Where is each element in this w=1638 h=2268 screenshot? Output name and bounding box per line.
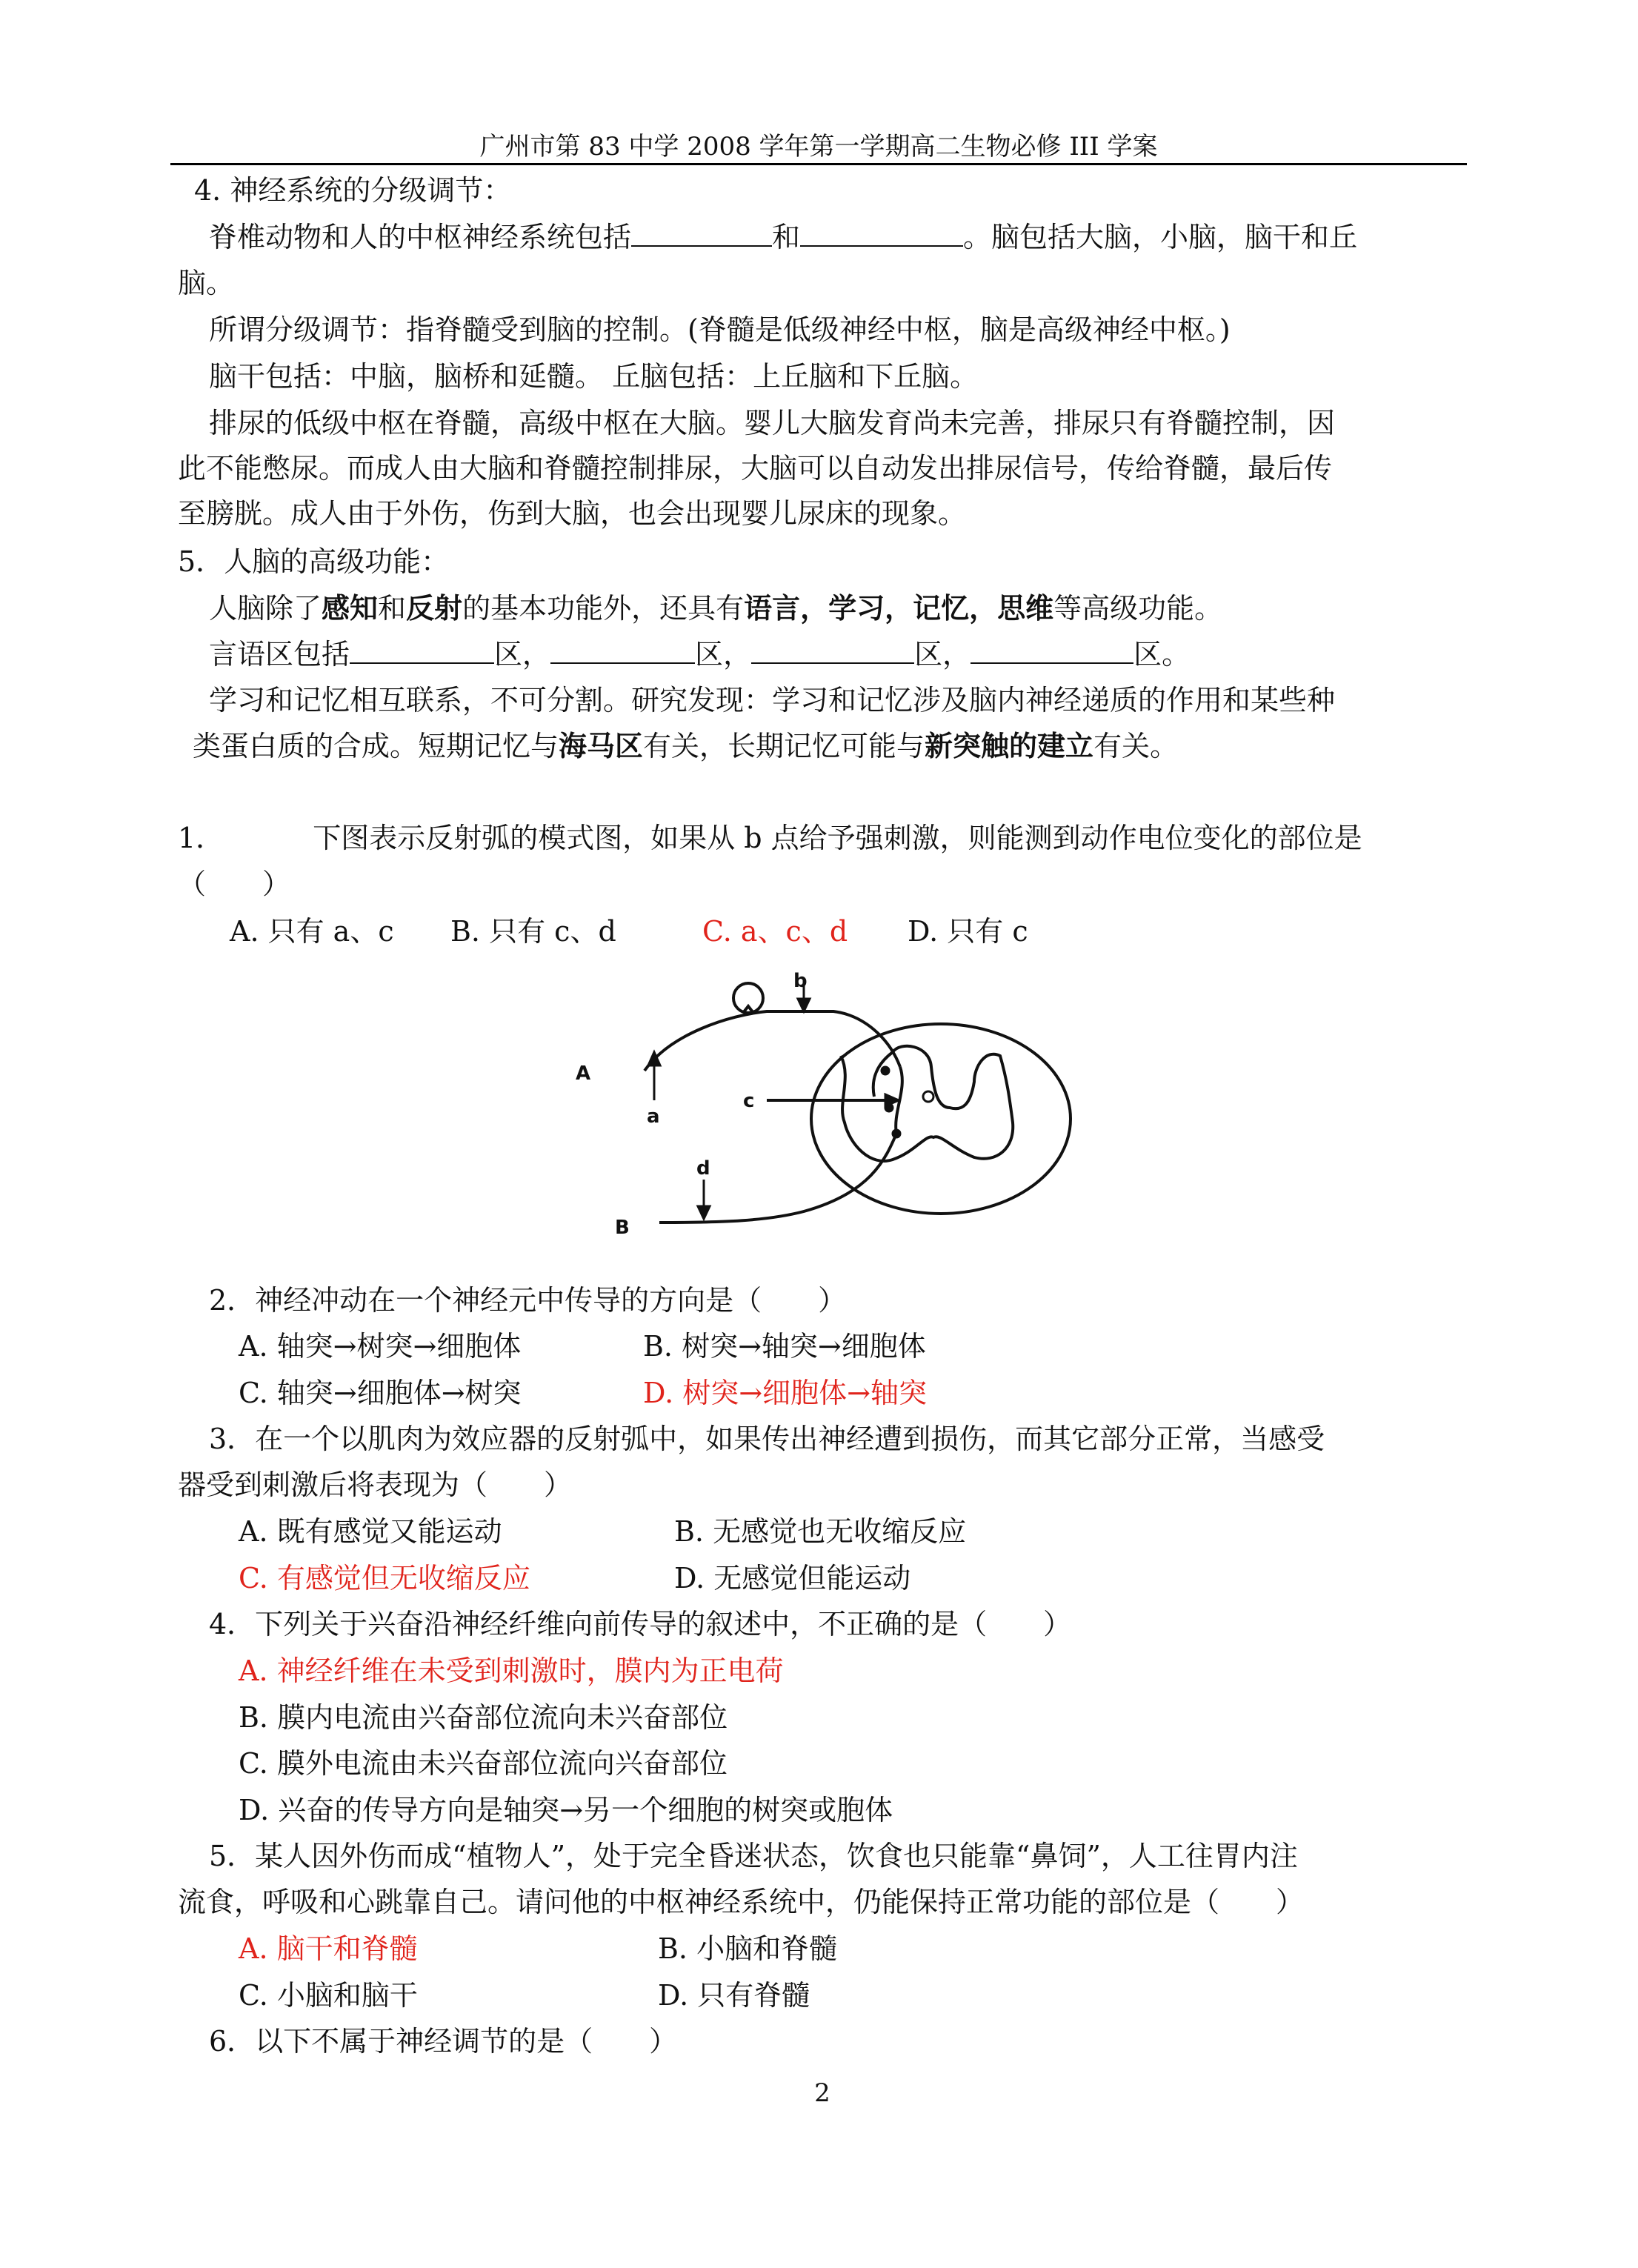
label-b: b: [793, 971, 808, 992]
q2-option-d-answer[interactable]: D. 树突→细胞体→轴突: [643, 1377, 927, 1409]
q2-option-a[interactable]: A. 轴突→树突→细胞体: [239, 1330, 522, 1363]
q5-option-b[interactable]: B. 小脑和脊髓: [658, 1932, 838, 1965]
question-1-stem-cont: （ ）: [178, 868, 291, 900]
q2-option-c[interactable]: C. 轴突→细胞体→树突: [239, 1377, 522, 1409]
q1-option-a[interactable]: A. 只有 a、c: [230, 915, 394, 948]
header-rule: [170, 163, 1467, 165]
q1-option-c-answer[interactable]: C. a、c、d: [702, 915, 848, 948]
q1-option-b[interactable]: B. 只有 c、d: [450, 915, 616, 948]
spinal-cord-outline: [811, 1024, 1071, 1214]
q4-option-c[interactable]: C. 膜外电流由未兴奋部位流向兴奋部位: [239, 1747, 728, 1780]
fill-blank[interactable]: [550, 636, 695, 664]
question-3-stem-cont: 器受到刺激后将表现为（ ）: [178, 1469, 573, 1501]
arrow-b-head: [798, 999, 810, 1011]
label-a: a: [647, 1105, 660, 1128]
section-4-para-1-cont: 脑。: [178, 267, 235, 299]
section-5-para-3-cont: 类蛋白质的合成。短期记忆与海马区有关，长期记忆可能与新突触的建立有关。: [193, 729, 1179, 762]
central-canal: [923, 1091, 933, 1102]
question-5-stem: 5．某人因外伤而成“植物人”，处于完全昏迷状态，饮食也只能靠“鼻饲”，人工往胃内注: [209, 1840, 1298, 1872]
q3-option-a[interactable]: A. 既有感觉又能运动: [239, 1515, 502, 1548]
question-5-stem-cont: 流食，呼吸和心跳靠自己。请问他的中枢神经系统中，仍能保持正常功能的部位是（ ）: [178, 1886, 1305, 1918]
q4-option-a-answer[interactable]: A. 神经纤维在未受到刺激时，膜内为正电荷: [239, 1655, 784, 1687]
question-2-stem: 2．神经冲动在一个神经元中传导的方向是（ ）: [209, 1284, 847, 1317]
afferent-fiber: [645, 1011, 900, 1071]
section-4-para-4-cont: 至膀胱。成人由于外伤，伤到大脑，也会出现婴儿尿床的现象。: [178, 497, 967, 530]
section-4-para-2: 所谓分级调节：指脊髓受到脑的控制。(脊髓是低级神经中枢，脑是高级神经中枢。): [209, 313, 1231, 346]
q2-option-b[interactable]: B. 树突→轴突→细胞体: [643, 1330, 926, 1363]
section-5-para-1: 人脑除了感知和反射的基本功能外，还具有语言，学习，记忆，思维等高级功能。: [209, 591, 1223, 625]
section-4-para-4: 排尿的低级中枢在脊髓，高级中枢在大脑。婴儿大脑发育尚未完善，排尿只有脊髓控制，因: [209, 407, 1336, 439]
q3-option-d[interactable]: D. 无感觉但能运动: [674, 1562, 911, 1594]
synapse-dot: [893, 1130, 900, 1137]
efferent-fiber: [659, 1134, 896, 1223]
q4-option-d[interactable]: D. 兴奋的传导方向是轴突→另一个细胞的树突或胞体: [239, 1794, 893, 1826]
section-4-para-4-cont: 此不能憋尿。而成人由大脑和脊髓控制排尿，大脑可以自动发出排尿信号，传给脊髓，最后传: [178, 452, 1333, 485]
synapse-dot: [882, 1067, 889, 1074]
page-header: 广州市第 83 中学 2008 学年第一学期高二生物必修 III 学案: [479, 132, 1158, 162]
section-5-para-2: 言语区包括 区， 区， 区， 区。: [209, 636, 1190, 673]
q3-option-b[interactable]: B. 无感觉也无收缩反应: [674, 1515, 967, 1548]
label-c: c: [743, 1090, 755, 1112]
section-4-para-1: 脊椎动物和人的中枢神经系统包括 和 。脑包括大脑，小脑，脑干和丘: [209, 219, 1357, 256]
q1-option-d[interactable]: D. 只有 c: [908, 915, 1028, 948]
question-3-stem: 3．在一个以肌肉为效应器的反射弧中，如果传出神经遭到损伤，而其它部分正常，当感受: [209, 1423, 1325, 1455]
fill-blank[interactable]: [971, 636, 1133, 664]
q5-option-d[interactable]: D. 只有脊髓: [658, 1979, 810, 2012]
synapse-dot: [885, 1104, 893, 1111]
grey-matter: [841, 1046, 1013, 1161]
q5-option-a-answer[interactable]: A. 脑干和脊髓: [239, 1932, 418, 1965]
q3-option-c-answer[interactable]: C. 有感觉但无收缩反应: [239, 1562, 530, 1594]
fill-blank[interactable]: [800, 219, 963, 247]
section-4-title: 4. 神经系统的分级调节：: [194, 174, 512, 207]
page-number: 2: [814, 2078, 830, 2108]
fill-blank[interactable]: [751, 636, 914, 664]
section-5-title: 5．人脑的高级功能：: [178, 545, 450, 578]
question-1-stem: 1． 下图表示反射弧的模式图，如果从 b 点给予强刺激，则能测到动作电位变化的部位是: [178, 822, 1362, 854]
q5-option-c[interactable]: C. 小脑和脑干: [239, 1979, 418, 2012]
section-5-para-3: 学习和记忆相互联系，不可分割。研究发现：学习和记忆涉及脑内神经递质的作用和某些种: [209, 684, 1336, 716]
question-6-stem: 6．以下不属于神经调节的是（ ）: [209, 2025, 678, 2058]
q4-option-b[interactable]: B. 膜内电流由兴奋部位流向未兴奋部位: [239, 1701, 728, 1734]
section-4-para-3: 脑干包括：中脑，脑桥和延髓。 丘脑包括：上丘脑和下丘脑。: [209, 360, 979, 393]
arrow-d-head: [698, 1206, 710, 1219]
fill-blank[interactable]: [631, 219, 772, 247]
fill-blank[interactable]: [350, 636, 494, 664]
label-A: A: [576, 1062, 591, 1085]
label-d: d: [696, 1157, 710, 1180]
question-4-stem: 4．下列关于兴奋沿神经纤维向前传导的叙述中，不正确的是（ ）: [209, 1608, 1072, 1640]
label-B: B: [615, 1217, 630, 1239]
reflex-arc-diagram: [559, 971, 1093, 1256]
